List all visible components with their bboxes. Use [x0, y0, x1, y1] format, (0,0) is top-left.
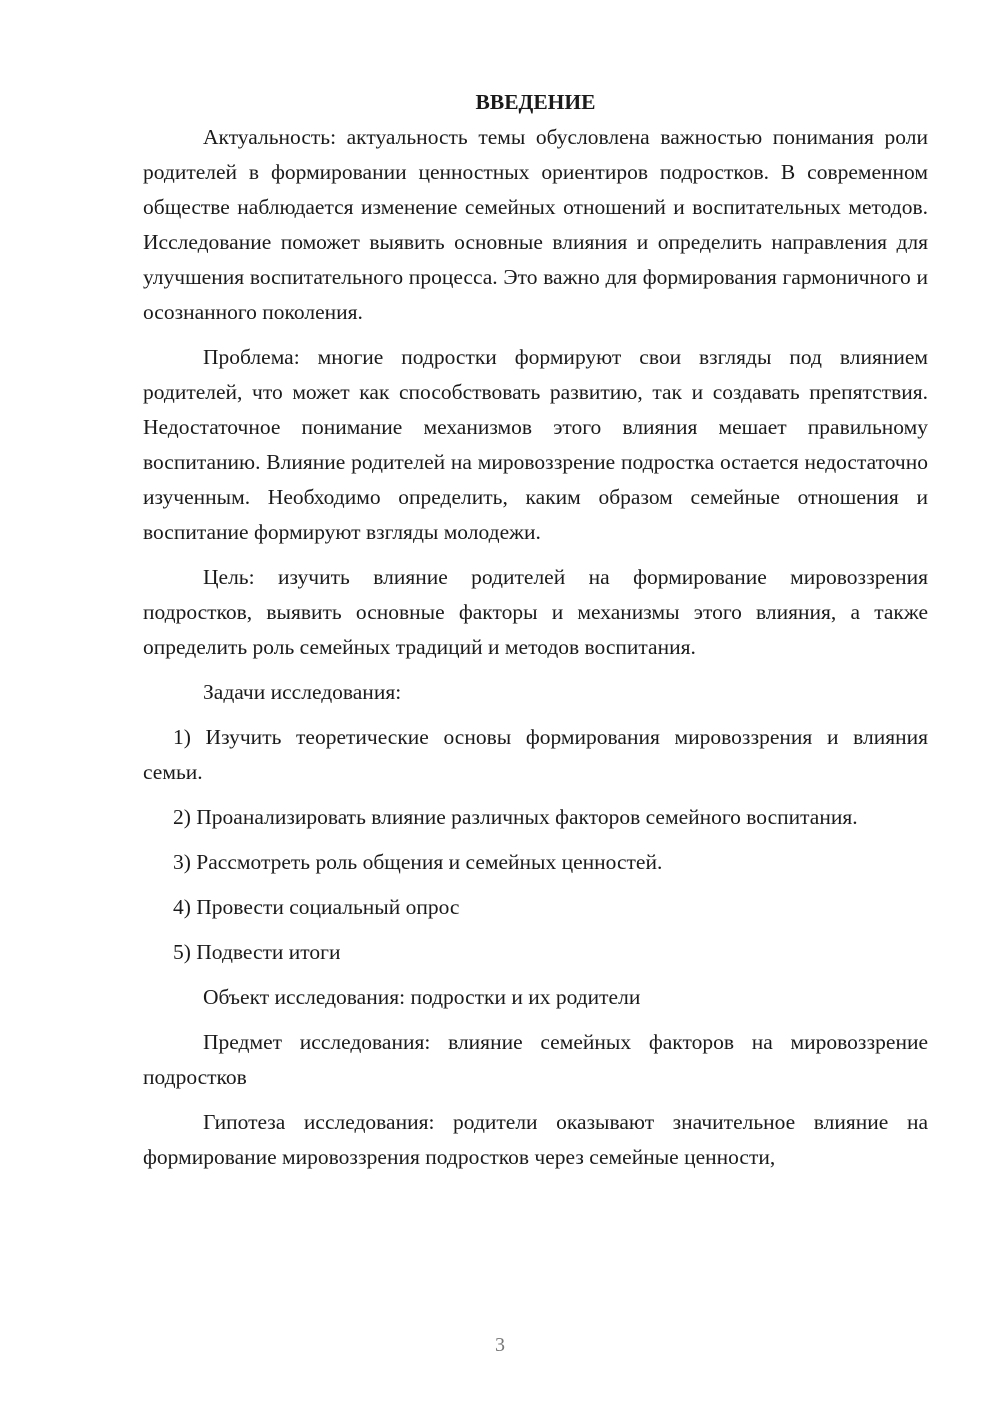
page-number: 3 [495, 1334, 505, 1356]
document-page [143, 88, 928, 1175]
subject-paragraph: Предмет исследования: влияние семейных факторов на мировоззрение подростков [143, 1030, 928, 1089]
task-item: 2) Проанализировать влияние различных факторов семейного воспитания. [173, 805, 858, 829]
relevance-paragraph: Актуальность: актуальность темы обусловлена важностью понимания роли родителей в формировании ценностных ориентиров подростков. В современном обществе наблюдается изменение семейных отношений и воспитательных методов. Исследование поможет выявить основные влияния и определить направления для улучшения воспитательного процесса. Это важно для формирования гармоничного и осознанного поколения. [143, 125, 928, 324]
object-paragraph: Объект исследования: подростки и их родители [203, 985, 641, 1009]
problem-paragraph: Проблема: многие подростки формируют свои взгляды под влиянием родителей, что может как способствовать развитию, так и создавать препятствия. Недостаточное понимание механизмов этого влияния мешает правильному воспитанию. Влияние родителей на мировоззрение подростка остается недостаточно изученным. Необходимо определить, каким образом семейные отношения и воспитание формируют взгляды молодежи. [143, 345, 928, 544]
section-heading: ВВЕДЕНИЕ [475, 90, 596, 114]
task-item: 5) Подвести итоги [173, 940, 341, 964]
tasks-title: Задачи исследования: [203, 680, 402, 704]
task-item: 1) Изучить теоретические основы формирования мировоззрения и влияния семьи. [143, 725, 928, 784]
task-item: 3) Рассмотреть роль общения и семейных ценностей. [173, 850, 663, 874]
goal-paragraph: Цель: изучить влияние родителей на формирование мировоззрения подростков, выявить основные факторы и механизмы этого влияния, а также определить роль семейных традиций и методов воспитания. [143, 565, 928, 659]
task-item: 4) Провести социальный опрос [173, 895, 460, 919]
hypothesis-paragraph: Гипотеза исследования: родители оказывают значительное влияние на формирование мировоззрения подростков через семейные ценности, [143, 1110, 928, 1169]
